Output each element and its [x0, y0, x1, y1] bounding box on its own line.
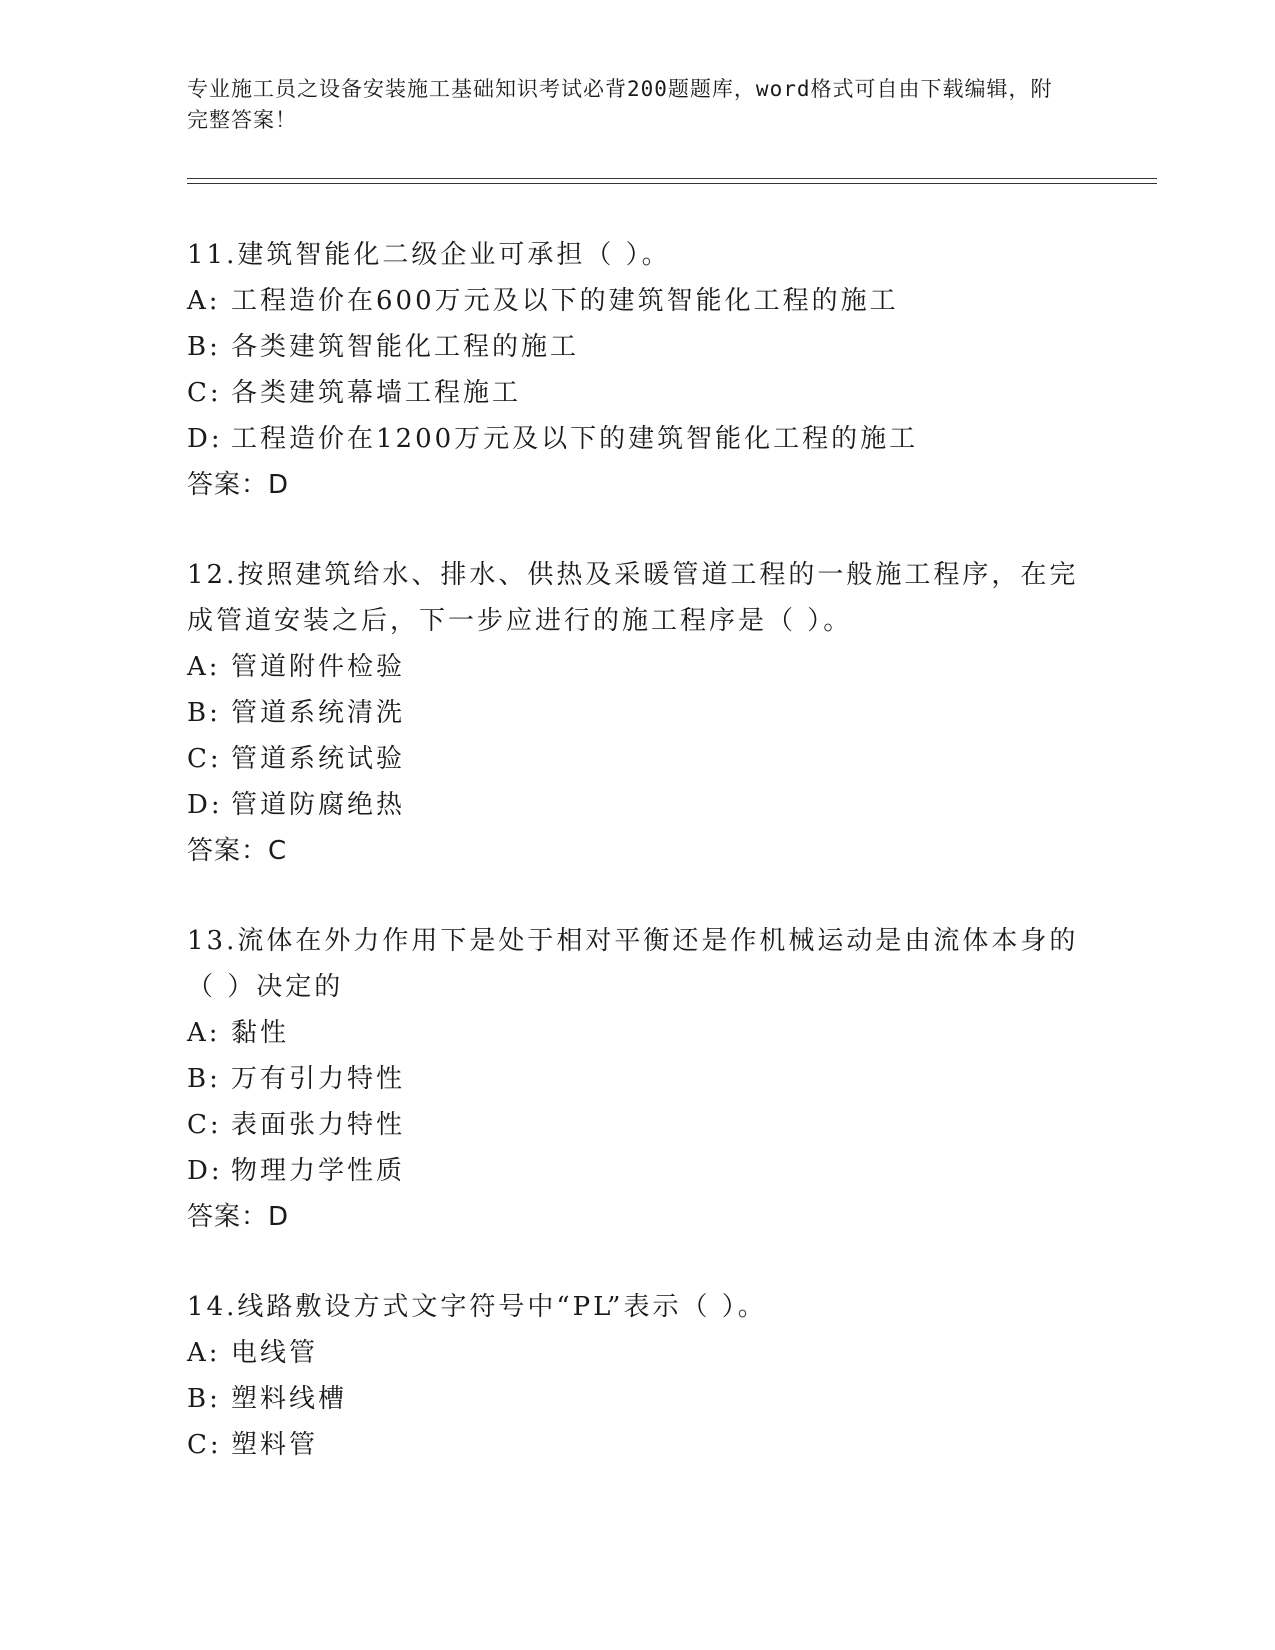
option-text: 管道附件检验	[231, 652, 406, 682]
answer: 答案：D	[187, 470, 290, 500]
option-key: A:	[187, 652, 221, 682]
option-b	[187, 324, 1087, 370]
option-c	[187, 1422, 1087, 1468]
option-a	[187, 1330, 1087, 1376]
option-key: A:	[187, 286, 221, 316]
option-a	[187, 644, 1087, 690]
option-text: 塑料线槽	[231, 1384, 348, 1414]
option-key: C:	[187, 1430, 222, 1460]
option-key: B:	[187, 332, 221, 362]
question-stem: 12.按照建筑给水、排水、供热及采暖管道工程的一般施工程序，在完成管道安装之后，下一步应进行的施工程序是（ ）。	[187, 560, 1079, 636]
option-key: B:	[187, 1384, 221, 1414]
option-text: 万有引力特性	[231, 1064, 406, 1094]
question-12	[187, 552, 1087, 874]
option-d	[187, 416, 1087, 462]
option-text: 管道防腐绝热	[231, 790, 406, 820]
option-key: B:	[187, 698, 221, 728]
question-stem: 13.流体在外力作用下是处于相对平衡还是作机械运动是由流体本身的（ ）决定的	[187, 926, 1079, 1002]
option-key: D:	[187, 424, 223, 454]
option-c	[187, 370, 1087, 416]
option-key: A:	[187, 1338, 221, 1368]
question-14	[187, 1284, 1087, 1468]
option-text: 管道系统试验	[231, 744, 406, 774]
option-key: C:	[187, 1110, 222, 1140]
question-13	[187, 918, 1087, 1240]
option-text: 物理力学性质	[231, 1156, 406, 1186]
option-text: 各类建筑智能化工程的施工	[231, 332, 580, 362]
option-text: 各类建筑幕墙工程施工	[231, 378, 522, 408]
question-stem: 14.线路敷设方式文字符号中“PL”表示（ ）。	[187, 1292, 767, 1322]
question-11	[187, 232, 1087, 508]
header-divider-bottom	[187, 183, 1157, 184]
header-divider-top	[187, 178, 1157, 179]
option-text: 黏性	[231, 1018, 290, 1048]
option-b	[187, 1056, 1087, 1102]
option-key: A:	[187, 1018, 221, 1048]
option-text: 工程造价在600万元及以下的建筑智能化工程的施工	[231, 286, 899, 316]
option-text: 表面张力特性	[231, 1110, 406, 1140]
question-list	[187, 232, 1087, 1512]
option-text: 管道系统清洗	[231, 698, 406, 728]
option-key: C:	[187, 378, 222, 408]
option-c	[187, 736, 1087, 782]
answer: 答案：D	[187, 1202, 290, 1232]
option-key: D:	[187, 1156, 223, 1186]
option-a	[187, 1010, 1087, 1056]
option-text: 工程造价在1200万元及以下的建筑智能化工程的施工	[231, 424, 919, 454]
option-a	[187, 278, 1087, 324]
answer: 答案：C	[187, 836, 288, 866]
document-header: 专业施工员之设备安装施工基础知识考试必背200题题库，word格式可自由下载编辑，附完整答案！	[187, 77, 1053, 132]
option-text: 塑料管	[231, 1430, 319, 1460]
option-b	[187, 690, 1087, 736]
option-text: 电线管	[231, 1338, 319, 1368]
question-stem: 11.建筑智能化二级企业可承担（ ）。	[187, 240, 671, 270]
option-key: C:	[187, 744, 222, 774]
option-b	[187, 1376, 1087, 1422]
option-d	[187, 782, 1087, 828]
option-key: B:	[187, 1064, 221, 1094]
option-key: D:	[187, 790, 223, 820]
option-d	[187, 1148, 1087, 1194]
option-c	[187, 1102, 1087, 1148]
